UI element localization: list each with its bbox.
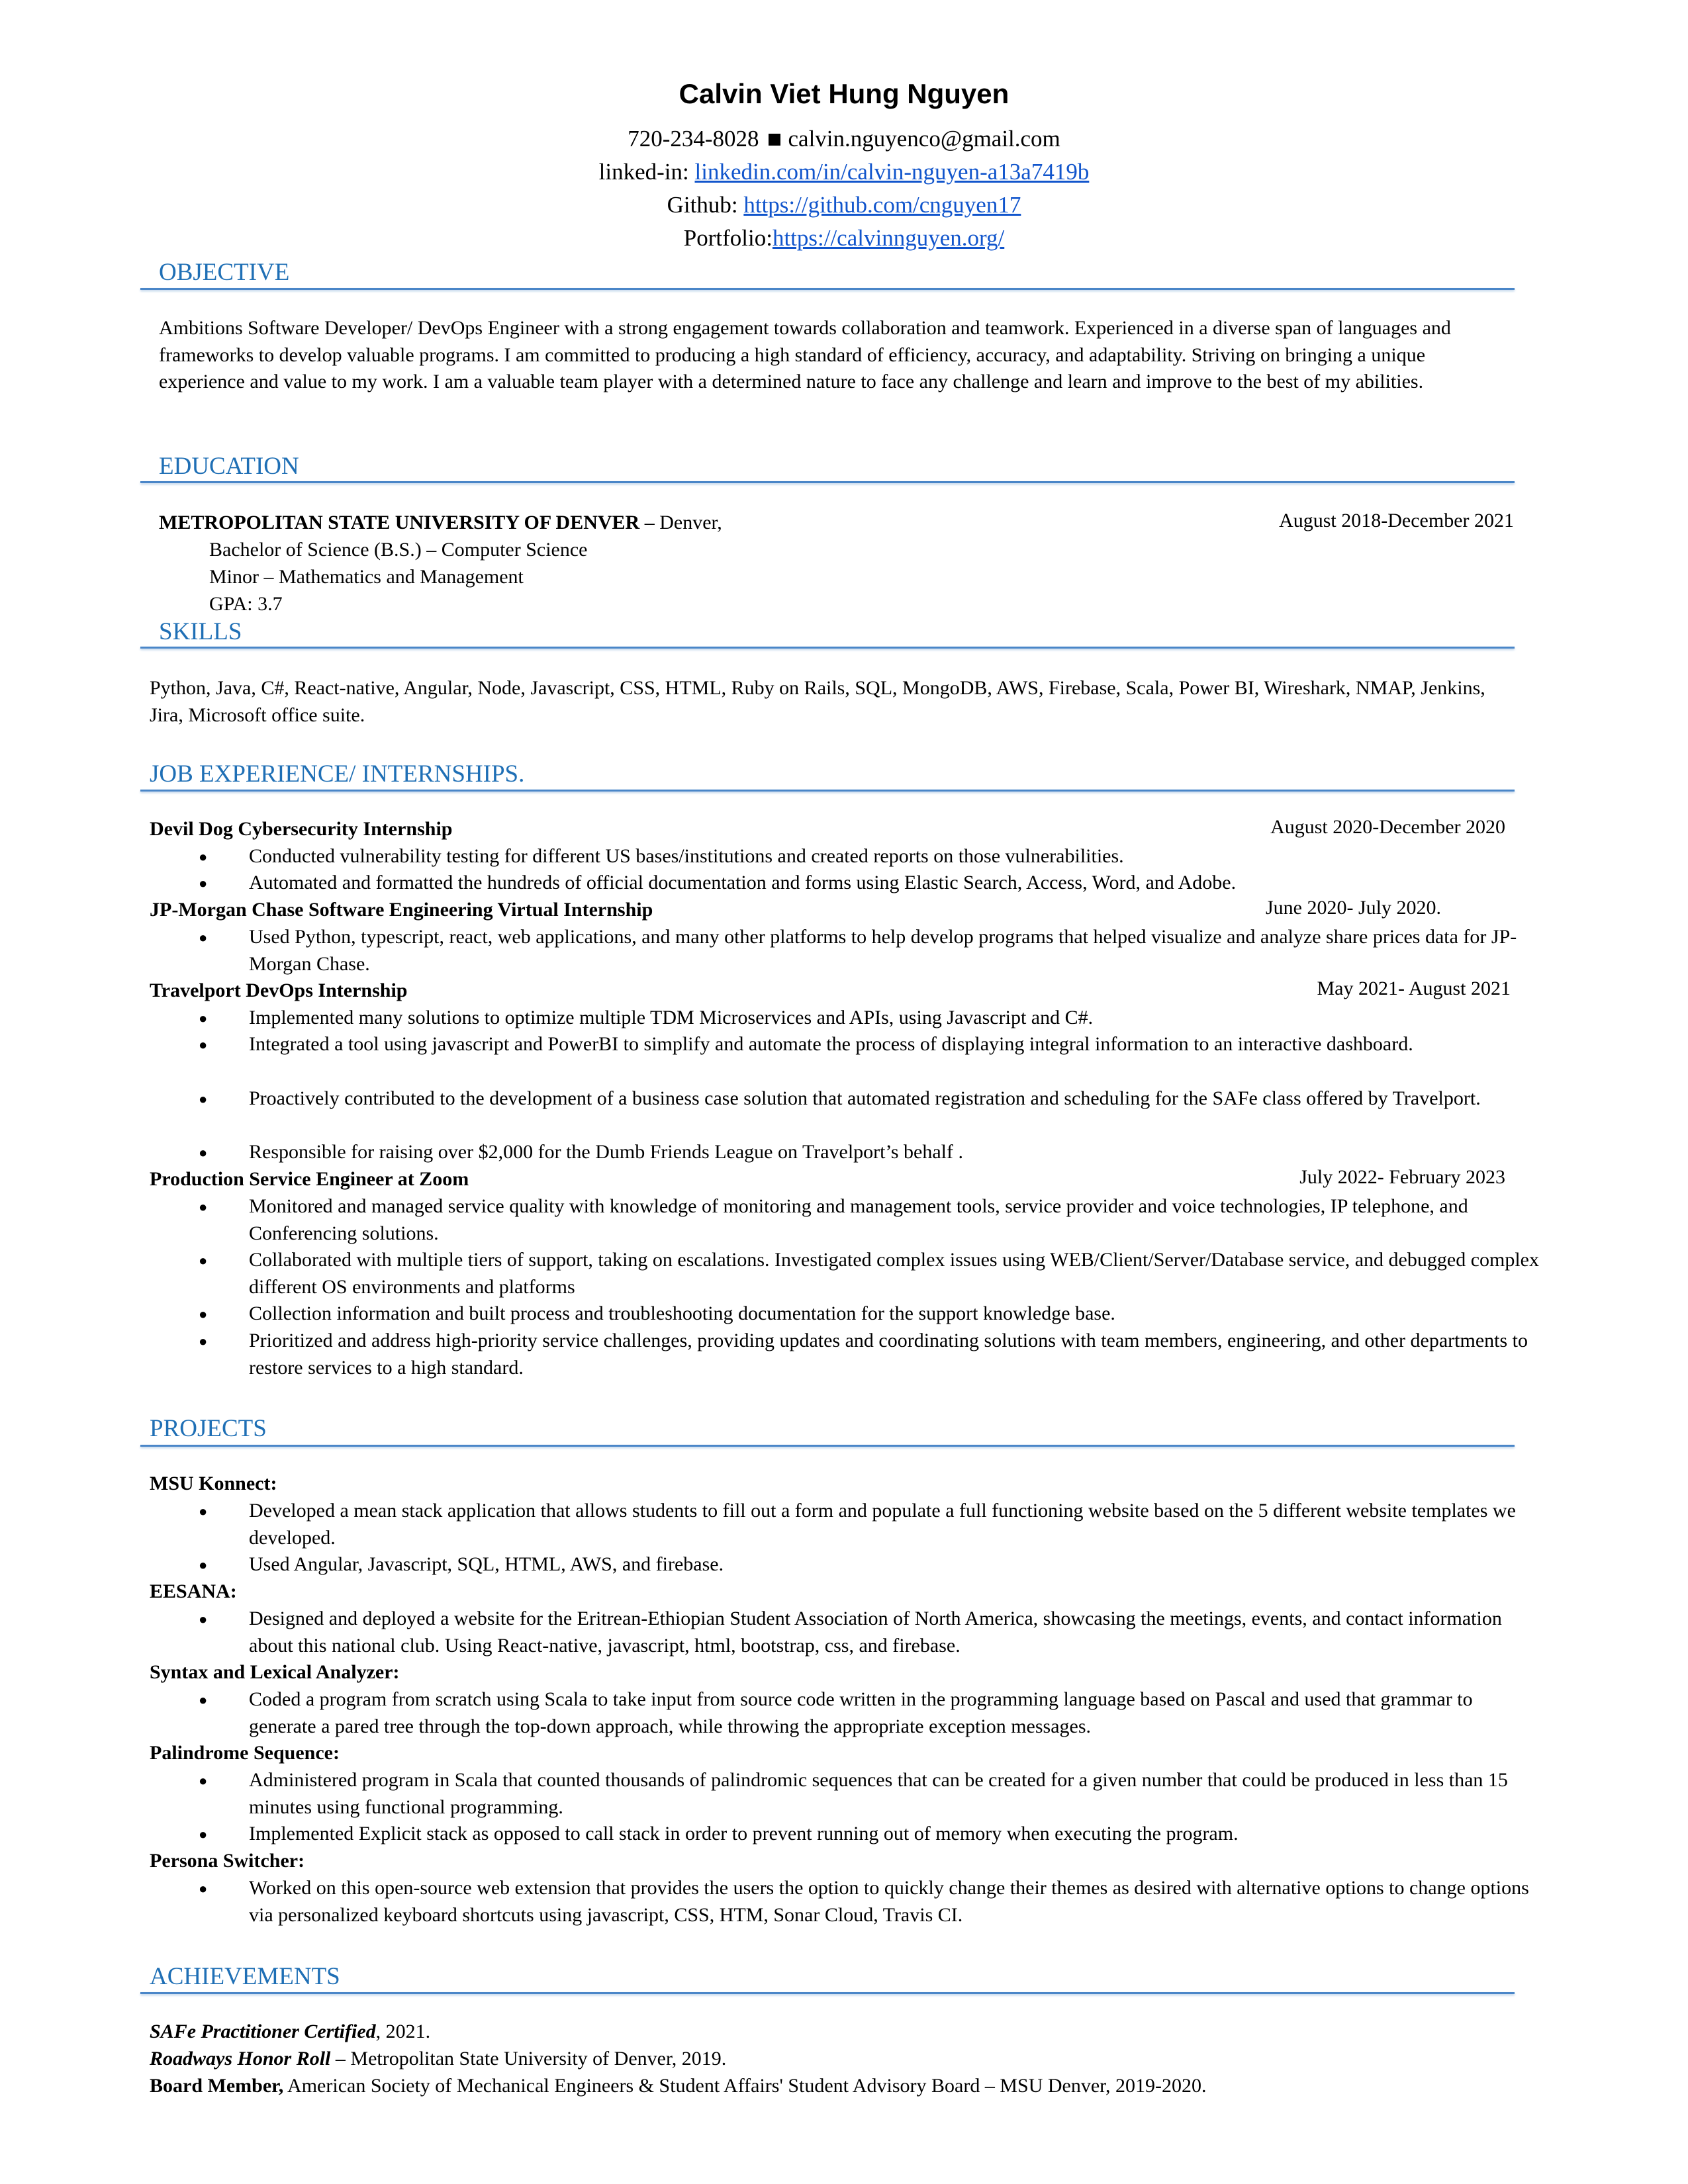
project-title: EESANA:	[150, 1580, 237, 1602]
project-bullet: Coded a program from scratch using Scala to take input from source code written in the programming language based on Pascal and used that grammar to generate a pared tree through the top-down approach, while throwing the appropriate exception messages.	[249, 1688, 1473, 1737]
bullet-icon: ●	[199, 1333, 208, 1349]
linkedin-link[interactable]: linkedin.com/in/calvin-nguyen-a13a7419b	[694, 159, 1090, 185]
job-title: Devil Dog Cybersecurity Internship	[150, 818, 453, 840]
job-dates: May 2021- August 2021	[1317, 978, 1511, 999]
achievement-detail: – Metropolitan State University of Denver, 2019.	[330, 2048, 727, 2070]
job-bullet: Conducted vulnerability testing for different US bases/institutions and created reports on those vulnerabilities.	[249, 845, 1124, 867]
education-dates: August 2018-December 2021	[1279, 510, 1514, 531]
job-title: Production Service Engineer at Zoom	[150, 1168, 469, 1190]
education-divider	[140, 481, 1515, 483]
achievement-title: Roadways Honor Roll	[150, 2048, 331, 2070]
project-bullet: Used Angular, Javascript, SQL, HTML, AWS, and firebase.	[249, 1553, 724, 1575]
project-bullet: Developed a mean stack application that allows students to fill out a form and populate a full functioning website based on the 5 different website templates we developed.	[249, 1500, 1516, 1549]
bullet-icon: ●	[199, 1880, 208, 1897]
bullet-icon: ●	[199, 875, 208, 891]
bullet-icon: ●	[199, 1010, 208, 1026]
portfolio-label: Portfolio:	[683, 225, 773, 251]
project-title: Palindrome Sequence:	[150, 1742, 340, 1764]
linkedin-label: linked-in:	[598, 159, 695, 185]
achievements-divider	[140, 1992, 1515, 1994]
experience-divider	[140, 790, 1515, 792]
bullet-icon: ●	[199, 1826, 208, 1843]
portfolio-line	[0, 225, 1688, 251]
job-bullet: Implemented many solutions to optimize multiple TDM Microservices and APIs, using Javascript and C#.	[249, 1007, 1094, 1028]
gpa: GPA: 3.7	[209, 593, 283, 615]
skills-heading: SKILLS	[159, 618, 242, 645]
achievement-detail: American Society of Mechanical Engineers & Student Affairs' Student Advisory Board – MSU Denver, 2019-2020.	[283, 2075, 1207, 2097]
bullet-icon: ●	[199, 1199, 208, 1215]
job-bullet: Responsible for raising over $2,000 for the Dumb Friends League on Travelport’s behalf .	[249, 1141, 963, 1163]
job-title: Travelport DevOps Internship	[150, 979, 408, 1001]
achievement-title: SAFe Practitioner Certified	[150, 2021, 376, 2042]
separator-square-icon	[769, 134, 780, 146]
job-bullet: Used Python, typescript, react, web applications, and many other platforms to help develop programs that helped visualize and analyze share prices data for JP-Morgan Chase.	[249, 926, 1517, 975]
job-bullet: Proactively contributed to the development of a business case solution that automated registration and scheduling for the SAFe class offered by Travelport.	[249, 1087, 1481, 1109]
job-bullet: Collection information and built process and troubleshooting documentation for the support knowledge base.	[249, 1302, 1115, 1324]
project-bullet: Administered program in Scala that counted thousands of palindromic sequences that can be created for a given number that could be produced in less than 15 minutes using functional programming.	[249, 1769, 1508, 1818]
achievement-detail: , 2021.	[375, 2021, 431, 2042]
objective-text: Ambitions Software Developer/ DevOps Engineer with a strong engagement towards collaboration and teamwork. Experienced in a diverse span of languages and frameworks to develop valuable programs. I am committed to producing a high standard of efficiency, accuracy, and adaptability. Striving on bringing a unique experience and value to my work. I am a valuable team player with a determined nature to face any challenge and learn and improve to the best of my abilities.	[159, 317, 1451, 392]
job-bullet: Prioritized and address high-priority service challenges, providing updates and coordinating solutions with team members, engineering, and other departments to restore services to a high standard.	[249, 1330, 1528, 1379]
candidate-name: Calvin Viet Hung Nguyen	[679, 78, 1009, 109]
bullet-icon: ●	[199, 1692, 208, 1708]
bullet-icon: ●	[199, 1557, 208, 1573]
experience-heading: JOB EXPERIENCE/ INTERNSHIPS.	[150, 760, 525, 788]
job-dates: June 2020- July 2020.	[1266, 897, 1441, 919]
phone-number: 720-234-8028	[628, 126, 759, 152]
bullet-icon: ●	[199, 1306, 208, 1322]
bullet-icon: ●	[199, 1036, 208, 1053]
job-dates: August 2020-December 2020	[1270, 816, 1505, 838]
projects-heading: PROJECTS	[150, 1415, 267, 1442]
github-line	[0, 192, 1688, 218]
bullet-icon: ●	[199, 1144, 208, 1161]
job-bullet: Monitored and managed service quality with knowledge of monitoring and management tools, service provider and voice technologies, IP telephone, and Conferencing solutions.	[249, 1195, 1468, 1244]
achievement-item	[150, 2046, 726, 2073]
bullet-icon: ●	[199, 1611, 208, 1627]
job-bullet: Automated and formatted the hundreds of official documentation and forms using Elastic Search, Access, Word, and Adobe.	[249, 872, 1237, 893]
achievement-item	[150, 2073, 1206, 2100]
bullet-icon: ●	[199, 1091, 208, 1107]
project-bullet: Implemented Explicit stack as opposed to call stack in order to prevent running out of memory when executing the program.	[249, 1823, 1239, 1844]
objective-divider	[140, 288, 1515, 290]
bullet-icon: ●	[199, 1252, 208, 1269]
job-dates: July 2022- February 2023	[1299, 1166, 1505, 1188]
bullet-icon: ●	[199, 1503, 208, 1520]
portfolio-link[interactable]: https://calvinnguyen.org/	[772, 225, 1005, 251]
github-link[interactable]: https://github.com/cnguyen17	[743, 192, 1021, 218]
achievement-title: Board Member,	[150, 2075, 284, 2097]
project-title: Syntax and Lexical Analyzer:	[150, 1661, 400, 1683]
skills-text: Python, Java, C#, React-native, Angular, Node, Javascript, CSS, HTML, Ruby on Rails, SQL, MongoDB, AWS, Firebase, Scala, Power BI, Wireshark, NMAP, Jenkins, Jira, Microsoft office suite.	[150, 677, 1485, 726]
github-label: Github:	[667, 192, 744, 218]
school-name: METROPOLITAN STATE UNIVERSITY OF DENVER	[159, 512, 640, 533]
job-bullet: Integrated a tool using javascript and PowerBI to simplify and automate the process of displaying integral information to an interactive dashboard.	[249, 1033, 1413, 1055]
bullet-icon: ●	[199, 929, 208, 946]
job-bullet: Collaborated with multiple tiers of support, taking on escalations. Investigated complex issues using WEB/Client/Server/Database service, and debugged complex different OS environments and platforms	[249, 1249, 1539, 1298]
minor: Minor – Mathematics and Management	[209, 566, 524, 588]
school-line	[159, 510, 722, 537]
linkedin-line	[0, 159, 1688, 185]
contact-line	[0, 126, 1688, 152]
achievement-item	[150, 2019, 430, 2046]
achievements-heading: ACHIEVEMENTS	[150, 1963, 340, 1990]
project-bullet: Designed and deployed a website for the Eritrean-Ethiopian Student Association of North America, showcasing the meetings, events, and contact information about this national club. Using React-native, javascript, html, bootstrap, css, and firebase.	[249, 1608, 1502, 1657]
education-heading: EDUCATION	[159, 453, 299, 480]
objective-heading: OBJECTIVE	[159, 259, 290, 286]
skills-divider	[140, 647, 1515, 649]
project-title: MSU Konnect:	[150, 1473, 277, 1494]
degree: Bachelor of Science (B.S.) – Computer Science	[209, 539, 588, 561]
bullet-icon: ●	[199, 848, 208, 865]
projects-divider	[140, 1445, 1515, 1447]
bullet-icon: ●	[199, 1772, 208, 1789]
project-title: Persona Switcher:	[150, 1850, 305, 1872]
school-location: – Denver,	[639, 512, 722, 533]
project-bullet: Worked on this open-source web extension that provides the users the option to quickly change their themes as desired with alternative options to change options via personalized keyboard shortcuts using javascript, CSS, HTM, Sonar Cloud, Travis CI.	[249, 1877, 1529, 1926]
email-address[interactable]: calvin.nguyenco@gmail.com	[788, 126, 1060, 152]
job-title: JP-Morgan Chase Software Engineering Virtual Internship	[150, 899, 653, 921]
